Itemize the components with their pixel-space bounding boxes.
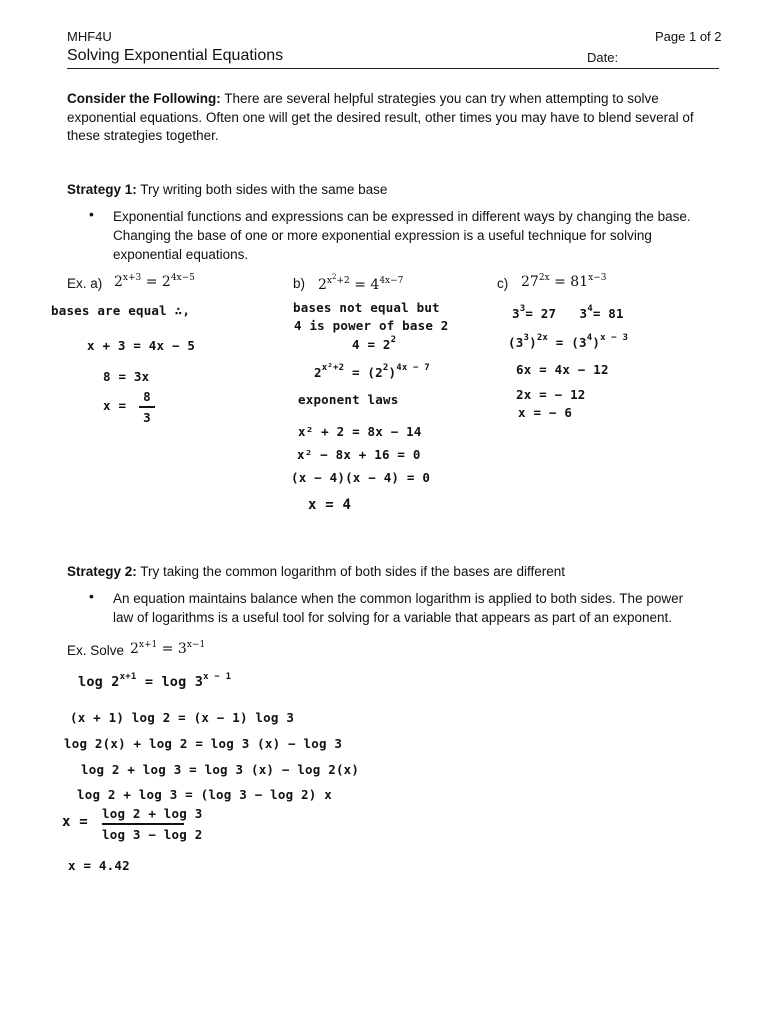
strategy1-bold: Strategy 1: [67, 182, 137, 197]
ex-c-work-2: $(3^3)^{2x} = (3^4)^{x - 3}$ [508, 333, 629, 350]
intro-line-2: exponential equations. Often one will get the desired result, other times you may have to blend several of [67, 110, 694, 125]
ex-a-work-4: x = [103, 398, 127, 413]
strategy1-heading [67, 180, 387, 199]
ex-b-work-9: x = 4 [308, 497, 352, 513]
strategy1-text: Try writing both sides with the same base [136, 182, 388, 197]
header-divider [67, 68, 719, 69]
bullet-icon: • [89, 588, 94, 604]
ex-b-work-4: $2^{x^2+2} = (2^2)^{4x - 7}$ [314, 363, 430, 380]
ex-solve-label: Ex. Solve [67, 643, 125, 658]
ex-c-work-1: $3^3= 27$ $3^4= 81$ [512, 304, 624, 321]
ex-b-equation: $2^{x^2+2} = 4^{4x-7}$ [318, 273, 404, 293]
course-code: MHF4U [67, 29, 112, 44]
ex-b-work-6: x² + 2 = 8x − 14 [298, 424, 422, 439]
ex-c-work-4: 2x = − 12 [516, 387, 586, 402]
ex-c-work-5: x = − 6 [518, 405, 573, 420]
ex-solve-fraction: log 2 + log 3 log 3 − log 2 [102, 806, 203, 842]
ex-solve-work-6: x = [62, 814, 88, 830]
intro-line-3: these strategies together. [67, 128, 219, 143]
ex-b-work-7: x² − 8x + 16 = 0 [297, 447, 421, 462]
ex-solve-work-3: log 2(x) + log 2 = log 3 (x) − log 3 [64, 736, 343, 751]
ex-a-work-2: x + 3 = 4x − 5 [87, 338, 196, 353]
ex-b-work-8: (x − 4)(x − 4) = 0 [291, 470, 431, 485]
strategy2-heading [67, 562, 565, 581]
ex-solve-answer: x = 4.42 [68, 858, 130, 873]
date-label: Date: [587, 50, 619, 65]
ex-b-work-1: bases not equal but [293, 300, 440, 315]
ex-b-work-3: $4 = 2^2$ [352, 335, 397, 352]
ex-solve-work-5: log 2 + log 3 = (log 3 − log 2) x [77, 787, 332, 802]
ex-c-work-3: 6x = 4x − 12 [516, 362, 609, 377]
strategy1-bullet-line-2: Changing the base of one or more exponential expression is a useful technique for solving [113, 228, 652, 243]
bullet-icon: • [89, 206, 94, 222]
strategy1-bullet-line-1: Exponential functions and expressions can be expressed in different ways by changing the base. [113, 209, 691, 224]
intro-line-1 [67, 89, 659, 108]
ex-solve-work-2: (x + 1) log 2 = (x − 1) log 3 [70, 710, 295, 725]
strategy1-bullet-line-3: exponential equations. [113, 247, 249, 262]
ex-solve-work-4: log 2 + log 3 = log 3 (x) − log 2(x) [81, 762, 360, 777]
ex-b-label: b) [293, 276, 306, 291]
intro-bold: Consider the Following: [67, 91, 221, 106]
strategy2-text: Try taking the common logarithm of both sides if the bases are different [136, 564, 566, 579]
ex-b-work-5: exponent laws [298, 392, 399, 407]
ex-a-label: Ex. a) [67, 276, 103, 291]
strategy2-bullet-line-1: An equation maintains balance when the common logarithm is applied to both sides. The power [113, 591, 684, 606]
page-title: Solving Exponential Equations [67, 47, 284, 64]
ex-solve-work-1: $\log 2^{x+1} = \log 3^{x - 1}$ [78, 672, 232, 690]
ex-a-fraction: 8 3 [139, 389, 155, 425]
ex-c-label: c) [497, 276, 509, 291]
ex-a-equation: $2^{x+3} = 2^{4x-5}$ [114, 273, 195, 290]
ex-solve-equation: $2^{x+1} = 3^{x-1}$ [130, 640, 206, 657]
strategy2-bullet-line-2: law of logarithms is a useful tool for solving for a variable that appears as part of an exponent. [113, 610, 673, 625]
ex-a-work-1: bases are equal ∴, [51, 303, 191, 318]
page-number: Page 1 of 2 [655, 29, 722, 44]
ex-b-work-2: 4 is power of base 2 [294, 318, 449, 333]
intro-text-1: There are several helpful strategies you can try when attempting to solve [220, 91, 659, 106]
strategy2-bold: Strategy 2: [67, 564, 137, 579]
ex-a-work-3: 8 = 3x [103, 369, 150, 384]
ex-c-equation: $27^{2x} = 81^{x-3}$ [521, 273, 607, 290]
